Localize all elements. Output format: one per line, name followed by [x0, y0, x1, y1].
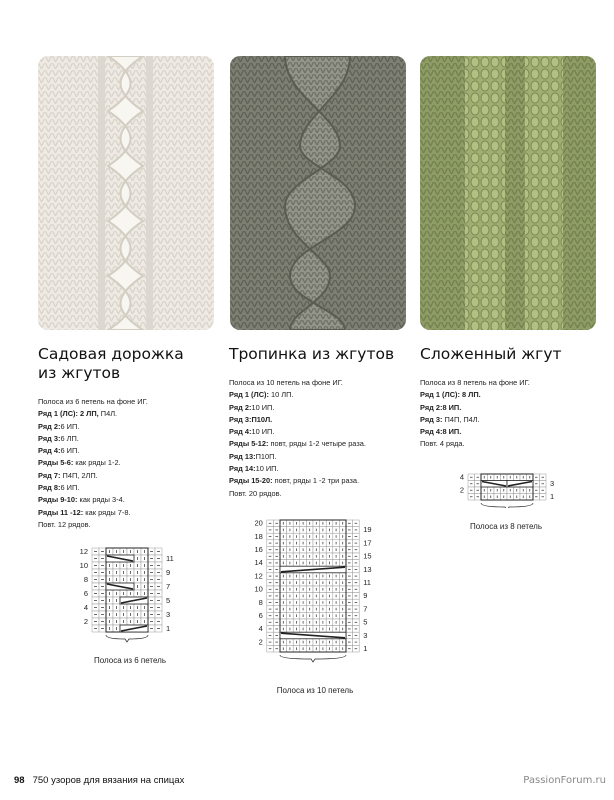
instruction-row: Ряды 15-20: повт, ряды 1 -2 три раза. — [229, 476, 360, 486]
chart-row-label-right: 3 — [550, 479, 555, 488]
chart-row-label-left: 4 — [258, 624, 263, 634]
instruction-row: Ряд 13:П10П. — [229, 451, 277, 461]
pattern-2-caption: Полоса из 10 петель — [276, 686, 354, 695]
watermark: PassionForum.ru — [523, 775, 606, 786]
instruction-row: Ряд 2:8 ИП. — [420, 402, 462, 412]
chart-brace — [481, 503, 533, 508]
chart-row-label-right: 1 — [166, 624, 171, 633]
pattern-3-text — [420, 345, 562, 364]
chart-row-label-right: 17 — [363, 538, 372, 548]
chart-row-label-right: 15 — [363, 551, 372, 561]
page-footer — [14, 775, 184, 786]
chart-brace — [280, 655, 346, 662]
chart-row-label-right: 1 — [550, 492, 555, 501]
instruction-row: Ряд 4:8 ИП. — [420, 427, 462, 437]
chart-row-label-left: 4 — [459, 472, 464, 482]
chart-brace — [106, 635, 148, 642]
instruction-row: Ряд 3:6 ЛП. — [38, 433, 79, 443]
pattern-3-title: Сложенный жгут — [420, 345, 562, 363]
chart-row-label-right: 3 — [166, 610, 171, 619]
pattern-3-chart — [450, 472, 565, 508]
pattern-2-text — [229, 345, 394, 364]
chart-row-label-right: 7 — [166, 582, 171, 591]
book-title: 750 узоров для вязания на спицах — [32, 775, 185, 786]
chart-row-label-left: 6 — [83, 589, 88, 598]
pattern-2-repeat: Повт. 20 рядов. — [229, 488, 282, 498]
chart-row-label-left: 14 — [254, 558, 263, 568]
pattern-3-caption: Полоса из 8 петель — [469, 522, 543, 531]
pattern-1-chart — [76, 546, 191, 650]
chart-row-label-left: 10 — [254, 584, 263, 594]
chart-row-label-right: 3 — [363, 630, 368, 640]
pattern-1-repeat: Повт. 12 рядов. — [38, 519, 91, 529]
instruction-row: Ряд 3:П10Л. — [229, 414, 273, 424]
chart-row-label-right: 5 — [363, 617, 368, 627]
pattern-2-instructions — [229, 377, 366, 500]
instruction-row: Ряды 5-12: повт, ряды 1-2 четыре раза. — [229, 439, 366, 449]
pattern-1-title: Садовая дорожка из жгутов — [38, 345, 184, 382]
chart-row-label-left: 8 — [83, 575, 88, 584]
pattern-1-intro: Полоса из 6 петель на фоне ИГ. — [38, 397, 148, 406]
pattern-1-text — [38, 345, 184, 383]
instruction-row: Ряд 14:10 ИП. — [229, 464, 279, 474]
chart-row-label-left: 2 — [83, 617, 88, 626]
chart-row-label-right: 11 — [166, 554, 174, 563]
pattern-1-instructions — [38, 396, 148, 531]
instruction-row: Ряд 7: П4П, 2ЛП. — [38, 470, 98, 480]
chart-row-label-left: 12 — [254, 571, 263, 581]
chart-row-label-right: 11 — [363, 578, 371, 587]
chart-row-label-left: 2 — [459, 485, 464, 495]
pattern-3-instructions — [420, 377, 530, 451]
instruction-row: Ряд 1 (ЛС): 10 ЛП. — [229, 390, 294, 400]
chart-row-label-right: 19 — [363, 525, 372, 535]
instruction-row: Ряд 1 (ЛС): 2 ЛП, П4Л. — [38, 409, 118, 419]
chart-row-label-right: 5 — [166, 596, 171, 605]
pattern-2-chart — [245, 518, 390, 666]
instruction-row: Ряд 4:6 ИП. — [38, 446, 80, 456]
chart-row-label-left: 2 — [258, 637, 263, 647]
page-number: 98 — [14, 775, 25, 786]
chart-row-label-left: 4 — [83, 603, 88, 612]
instruction-row: Ряды 5-6: как ряды 1-2. — [38, 458, 121, 468]
chart-row-label-left: 18 — [254, 531, 263, 541]
chart-row-label-right: 1 — [363, 644, 368, 653]
swatch-photo-gray — [230, 56, 406, 330]
chart-row-label-left: 6 — [258, 611, 263, 620]
chart-row-label-left: 20 — [254, 518, 263, 528]
instruction-row: Ряд 3: П4П, П4Л. — [420, 414, 480, 424]
instruction-row: Ряд 2:10 ИП. — [229, 402, 275, 412]
chart-row-label-right: 9 — [166, 568, 171, 577]
chart-row-label-left: 10 — [79, 561, 88, 570]
instruction-row: Ряд 4:10 ИП. — [229, 427, 275, 437]
instruction-row: Ряд 1 (ЛС): 8 ЛП. — [420, 390, 481, 400]
instruction-row: Ряды 11 -12: как ряды 7-8. — [38, 507, 131, 517]
instruction-row: Ряд 8:6 ИП. — [38, 483, 80, 493]
instruction-row: Ряды 9-10: как ряды 3-4. — [38, 495, 125, 505]
swatch-photo-green — [420, 56, 596, 330]
chart-row-label-right: 7 — [363, 604, 368, 614]
chart-row-label-left: 8 — [258, 597, 263, 607]
pattern-2-intro: Полоса из 10 петель на фоне ИГ. — [229, 378, 343, 387]
chart-row-label-right: 9 — [363, 591, 368, 601]
pattern-1-caption: Полоса из 6 петель — [93, 656, 167, 665]
pattern-3-repeat: Повт. 4 ряда. — [420, 439, 465, 449]
chart-row-label-left: 12 — [79, 547, 88, 556]
pattern-3-intro: Полоса из 8 петель на фоне ИГ. — [420, 378, 530, 387]
instruction-row: Ряд 2:6 ИП. — [38, 421, 80, 431]
swatch-photo-white — [38, 56, 214, 330]
chart-row-label-left: 16 — [254, 545, 263, 554]
pattern-2-title: Тропинка из жгутов — [229, 345, 395, 363]
chart-row-label-right: 13 — [363, 564, 372, 574]
